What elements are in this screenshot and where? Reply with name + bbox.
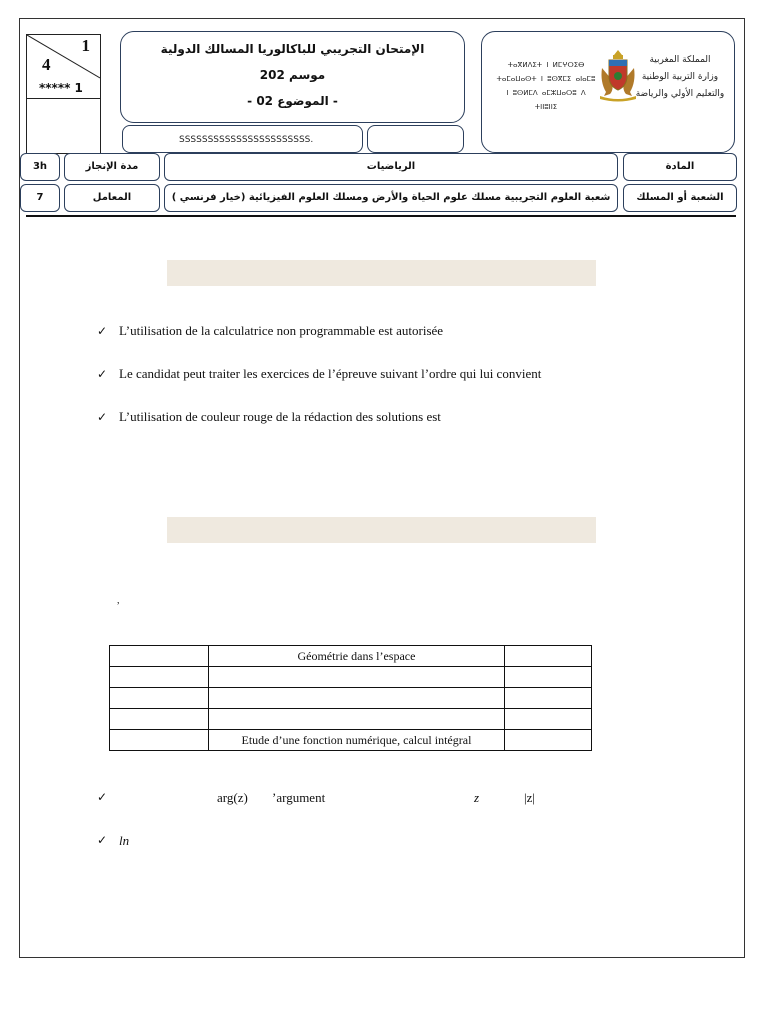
table-cell bbox=[505, 646, 592, 667]
instruction-text: Le candidat peut traiter les exercices de l’épreuve suivant l’ordre qui lui convient bbox=[119, 366, 542, 381]
instruction-text: L’utilisation de couleur rouge de la rédaction des solutions est bbox=[119, 409, 441, 424]
z-variable: z bbox=[474, 790, 480, 805]
check-icon: ✓ bbox=[97, 367, 108, 381]
tifinagh-line: ⵏ ⵓⵙⵍⵎⴷ ⴰⵎⵣⵡⴰⵔⵓ ⴷ ⵜⵏⵏⵓⵏⵏⵉ bbox=[506, 89, 586, 111]
arg-notation: arg(z) bbox=[217, 790, 248, 805]
instruction-item bbox=[97, 323, 443, 339]
table-cell bbox=[505, 730, 592, 751]
modulus-notation: |z| bbox=[524, 790, 535, 805]
instruction-text: L’utilisation de la calculatrice non programmable est autorisée bbox=[119, 323, 444, 338]
check-icon: ✓ bbox=[97, 833, 108, 847]
ministry-tifinagh bbox=[496, 58, 596, 114]
table-cell bbox=[505, 709, 592, 730]
table-cell bbox=[208, 688, 504, 709]
check-icon: ✓ bbox=[97, 790, 108, 804]
exam-code-box: SSSSSSSSSSSSSSSSSSSSSSS. bbox=[122, 125, 363, 153]
section-band-topics bbox=[167, 517, 596, 543]
table-cell bbox=[110, 667, 209, 688]
ministry-line: وزارة التربية الوطنية bbox=[641, 72, 719, 82]
header-separator bbox=[26, 215, 736, 217]
duration-label: مدة الإنجاز bbox=[64, 153, 160, 181]
stray-comma: , bbox=[117, 595, 120, 606]
empty-code-box bbox=[367, 125, 464, 153]
subject-value: الرياضيات bbox=[164, 153, 618, 181]
instruction-item bbox=[97, 409, 441, 425]
table-cell bbox=[110, 646, 209, 667]
table-cell bbox=[505, 667, 592, 688]
table-cell bbox=[110, 688, 209, 709]
page-total: 4 bbox=[42, 55, 51, 74]
page-current: 1 bbox=[81, 36, 90, 55]
table-row bbox=[110, 709, 592, 730]
subject-label: المادة bbox=[623, 153, 737, 181]
table-cell: Etude d’une fonction numérique, calcul intégral bbox=[208, 730, 504, 751]
check-icon: ✓ bbox=[97, 324, 108, 338]
ministry-line: والتعليم الأولي والرياضة bbox=[635, 89, 725, 99]
page-counter-box bbox=[26, 34, 101, 154]
notation-line-ln bbox=[97, 833, 217, 851]
argument-word: ’argument bbox=[272, 790, 326, 805]
check-icon: ✓ bbox=[97, 410, 108, 424]
coefficient-value: 7 bbox=[20, 184, 60, 212]
page-code: ***** 1 bbox=[39, 81, 83, 95]
exam-title-line1: الإمتحان التجريبي للباكالوريا المسالك الدولية bbox=[160, 42, 425, 56]
ministry-line: المملكة المغربية bbox=[649, 55, 711, 65]
counter-divider bbox=[27, 98, 100, 99]
tifinagh-line: ⵜⴰⴳⵍⴷⵉⵜ ⵏ ⵍⵎⵖⵔⵉⴱ bbox=[507, 61, 585, 69]
table-row bbox=[110, 688, 592, 709]
coefficient-label: المعامل bbox=[64, 184, 160, 212]
table-cell bbox=[110, 730, 209, 751]
table-cell bbox=[208, 709, 504, 730]
exam-title-season: موسم 202 bbox=[259, 68, 326, 82]
table-row bbox=[110, 730, 592, 751]
ln-notation: ln bbox=[119, 833, 130, 848]
table-cell: Géométrie dans l’espace bbox=[208, 646, 504, 667]
branch-label: الشعبة أو المسلك bbox=[623, 184, 737, 212]
table-row bbox=[110, 667, 592, 688]
table-cell bbox=[110, 709, 209, 730]
table-cell bbox=[505, 688, 592, 709]
table-row bbox=[110, 646, 592, 667]
branch-value: شعبة العلوم التجريبية مسلك علوم الحياة والأرض ومسلك العلوم الفيزيائية (خيار فرنسي ) bbox=[164, 184, 618, 212]
ministry-box bbox=[481, 31, 735, 153]
exam-title-box bbox=[120, 31, 465, 123]
section-band-instructions bbox=[167, 260, 596, 286]
table-cell bbox=[208, 667, 504, 688]
ministry-arabic bbox=[634, 52, 726, 103]
instruction-item bbox=[97, 366, 541, 382]
topics-table bbox=[109, 645, 592, 751]
duration-value: 3h bbox=[20, 153, 60, 181]
notation-line-arg bbox=[97, 790, 657, 808]
tifinagh-line: ⵜⴰⵎⴰⵡⴰⵙⵜ ⵏ ⵓⵙⴳⵎⵉ ⴰⵏⴰⵎⵓ bbox=[496, 75, 596, 83]
exam-title-subject-number: - الموضوع 02 - bbox=[247, 94, 338, 108]
exam-page bbox=[19, 18, 745, 958]
